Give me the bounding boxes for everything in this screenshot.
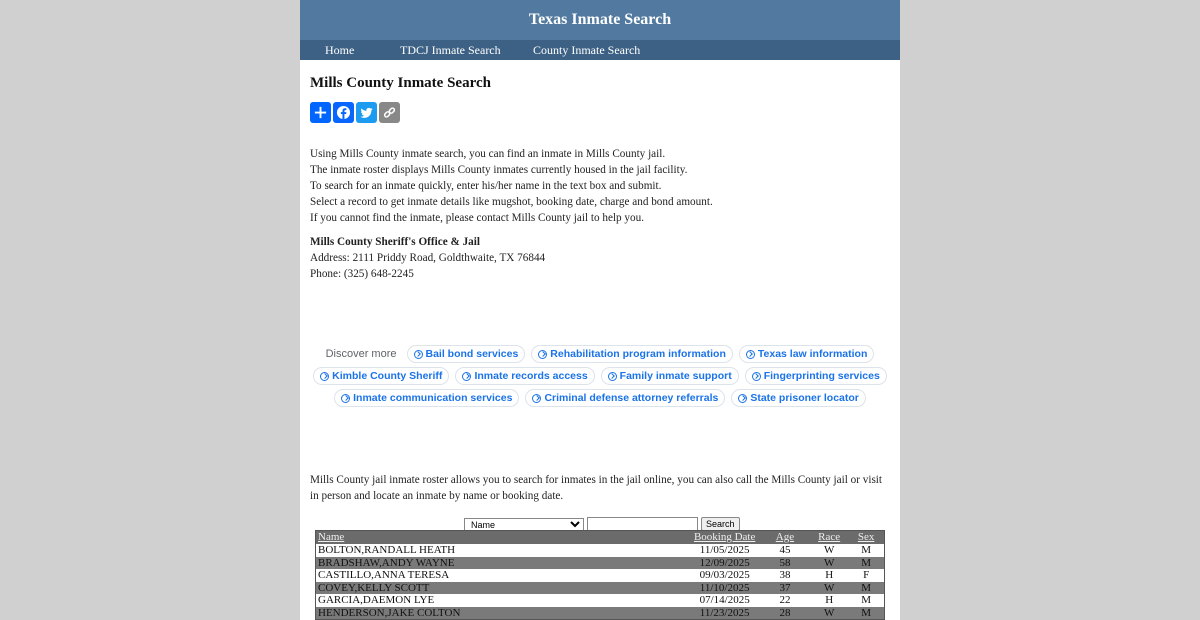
inmate-name[interactable]: BRADSHAW,ANDY WAYNE (316, 557, 690, 570)
discover-chip[interactable] (739, 345, 875, 363)
discover-chip[interactable] (731, 389, 866, 407)
age: 22 (779, 594, 791, 606)
booking-date: 09/03/2025 (699, 569, 750, 581)
circle-arrow-icon (532, 394, 541, 403)
age: 28 (760, 607, 810, 620)
intro-text (310, 146, 890, 226)
chip-label: Bail bond services (425, 348, 519, 360)
search-button[interactable]: Search (701, 517, 740, 531)
inmate-name[interactable]: COVEY,KELLY SCOTT (316, 582, 690, 595)
circle-arrow-icon (341, 394, 350, 403)
race: H (825, 594, 834, 606)
twitter-share-button[interactable] (356, 102, 377, 123)
copy-link-button[interactable] (379, 102, 400, 123)
sort-by-booking-date[interactable]: Booking Date (693, 531, 756, 543)
sex: M (861, 544, 872, 556)
table-row[interactable] (316, 569, 885, 582)
discover-chip[interactable] (525, 389, 725, 407)
search-input[interactable] (587, 517, 698, 531)
office-name: Mills County Sheriff's Office & Jail (310, 236, 480, 248)
site-title: Texas Inmate Search (528, 11, 672, 28)
booking-date: 12/09/2025 (689, 557, 759, 570)
office-address: Address: 2111 Priddy Road, Goldthwaite, TX 76844 (310, 252, 546, 264)
twitter-icon (359, 105, 374, 120)
booking-date: 11/05/2025 (699, 544, 750, 556)
race: H (825, 569, 834, 581)
chip-label: State prisoner locator (750, 392, 859, 404)
intro-line: To search for an inmate quickly, enter his/her name in the text box and submit. (310, 180, 662, 192)
discover-chip[interactable] (601, 367, 739, 385)
circle-arrow-icon (608, 372, 617, 381)
roster-description: Mills County jail inmate roster allows you to search for inmates in the jail online, you can also call the Mills County jail or visit in person and locate an inmate by name or booking date. (310, 474, 883, 502)
inmate-name[interactable]: CASTILLO,ANNA TERESA (318, 569, 450, 581)
office-phone: Phone: (325) 648-2245 (310, 268, 414, 280)
chip-label: Family inmate support (619, 370, 732, 382)
booking-date: 11/10/2025 (689, 582, 759, 595)
discover-chip[interactable] (313, 367, 449, 385)
facebook-icon (336, 105, 351, 120)
sort-by-sex[interactable]: Sex (857, 531, 875, 543)
chip-label: Kimble County Sheriff (332, 370, 443, 382)
intro-line: Using Mills County inmate search, you can find an inmate in Mills County jail. (310, 148, 666, 160)
booking-date: 11/23/2025 (689, 607, 759, 620)
chip-label: Criminal defense attorney referrals (544, 392, 719, 404)
roster-search-bar (464, 517, 740, 531)
sort-by-name[interactable]: Name (318, 531, 345, 543)
circle-arrow-icon (320, 372, 329, 381)
share-button[interactable] (310, 102, 331, 123)
page-title: Mills County Inmate Search (310, 75, 491, 91)
chip-label: Inmate communication services (353, 392, 513, 404)
race: W (810, 582, 848, 595)
inmate-name[interactable]: GARCIA,DAEMON LYE (318, 594, 435, 606)
chip-label: Inmate records access (474, 370, 588, 382)
age: 45 (779, 544, 791, 556)
age: 37 (760, 582, 810, 595)
intro-line: If you cannot find the inmate, please contact Mills County jail to help you. (310, 212, 644, 224)
sex: M (848, 582, 884, 595)
search-field-select[interactable] (464, 518, 584, 531)
main-nav (300, 40, 900, 60)
race: W (823, 544, 835, 556)
discover-more-label: Discover more (325, 348, 397, 360)
table-row[interactable] (316, 544, 885, 557)
share-buttons (310, 102, 400, 123)
circle-arrow-icon (746, 350, 755, 359)
link-icon (382, 105, 397, 120)
circle-arrow-icon (462, 372, 471, 381)
age: 58 (760, 557, 810, 570)
intro-line: The inmate roster displays Mills County inmates currently housed in the jail facility. (310, 164, 688, 176)
sort-by-race[interactable]: Race (818, 531, 841, 543)
sex: M (848, 607, 884, 620)
inmate-name[interactable]: HENDERSON,JAKE COLTON (316, 607, 690, 620)
inmate-roster-table (315, 530, 885, 620)
table-row[interactable] (316, 607, 885, 620)
inmate-name[interactable]: BOLTON,RANDALL HEATH (318, 544, 456, 556)
booking-date: 07/14/2025 (699, 594, 750, 606)
sort-by-age[interactable]: Age (775, 531, 795, 543)
discover-chip[interactable] (745, 367, 887, 385)
chip-label: Rehabilitation program information (550, 348, 726, 360)
office-info (310, 234, 545, 282)
race: W (810, 557, 848, 570)
circle-arrow-icon (414, 350, 423, 359)
discover-more (300, 345, 900, 411)
facebook-share-button[interactable] (333, 102, 354, 123)
chip-label: Fingerprinting services (763, 370, 880, 382)
race: W (810, 607, 848, 620)
sex: F (863, 569, 870, 581)
age: 38 (779, 569, 791, 581)
table-row[interactable] (316, 594, 885, 607)
nav-tdcj-inmate-search[interactable]: TDCJ Inmate Search (400, 42, 501, 57)
nav-county-inmate-search[interactable]: County Inmate Search (533, 42, 641, 57)
circle-arrow-icon (752, 372, 761, 381)
nav-home[interactable]: Home (325, 42, 355, 57)
sex: M (861, 594, 872, 606)
circle-arrow-icon (738, 394, 747, 403)
page-container (300, 0, 900, 620)
plus-icon (313, 105, 328, 120)
sex: M (848, 557, 884, 570)
circle-arrow-icon (538, 350, 547, 359)
site-header (300, 0, 900, 40)
intro-line: Select a record to get inmate details like mugshot, booking date, charge and bond amount. (310, 196, 713, 208)
chip-label: Texas law information (757, 348, 868, 360)
discover-chip[interactable] (531, 345, 733, 363)
discover-chip[interactable] (455, 367, 594, 385)
discover-chip[interactable] (334, 389, 519, 407)
table-row[interactable] (316, 582, 885, 595)
discover-chip[interactable] (407, 345, 526, 363)
table-row[interactable] (316, 557, 885, 570)
